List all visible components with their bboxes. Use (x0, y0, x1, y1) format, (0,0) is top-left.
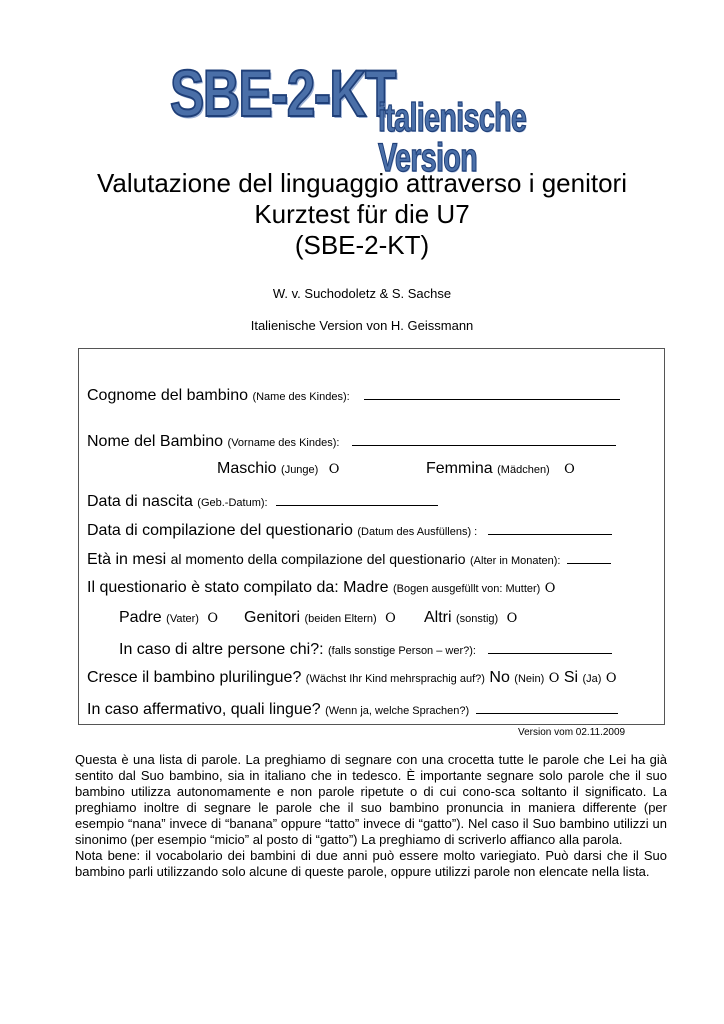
femmina-radio[interactable]: O (564, 462, 575, 477)
altre-persone-de-label: (falls sonstige Person – wer?): (328, 645, 476, 657)
logo-subtitle: italienische Version (378, 96, 527, 180)
no-radio[interactable]: O (548, 671, 560, 686)
nascita-field[interactable] (276, 491, 438, 506)
lingue-field[interactable] (476, 699, 618, 714)
cognome-de-label: (Name des Kindes): (252, 391, 350, 403)
nome-de-label: (Vorname des Kindes): (227, 437, 340, 449)
femmina-label: Femmina (426, 460, 493, 477)
plurilingue-label: Cresce il bambino plurilingue? (87, 669, 302, 686)
nascita-label: Data di nascita (87, 493, 193, 510)
title-line-1: Valutazione del linguaggio attraverso i genitori (97, 168, 627, 198)
maschio-label: Maschio (217, 460, 277, 477)
cognome-label: Cognome del bambino (87, 387, 248, 404)
compilato-row (87, 579, 555, 597)
padre-label: Padre (119, 609, 162, 626)
altri-de-label: (sonstig) (456, 613, 499, 625)
instructions-block (75, 752, 667, 880)
eta-label: Età in mesi (87, 551, 167, 568)
genitori-de-label: (beiden Eltern) (304, 613, 377, 625)
si-radio[interactable]: O (605, 671, 617, 686)
nome-field[interactable] (352, 431, 616, 446)
cognome-row (87, 385, 620, 405)
compilazione-label: Data di compilazione del questionario (87, 522, 353, 539)
altri-radio[interactable]: O (506, 611, 518, 626)
compilazione-de-label: (Datum des Ausfüllens) : (357, 526, 478, 538)
note-text: Nota bene: il vocabolario dei bambini di due anni può essere molto variegiato. Può darsi che il Suo bambino parli utilizzando solo alcune di queste parole, oppure utilizzi parole non elencate nella lista. (75, 848, 667, 879)
femmina-option[interactable] (426, 460, 575, 478)
madre-radio[interactable]: O (544, 581, 556, 596)
eta-rest-text: al momento della compilazione del questionario (170, 551, 466, 567)
genitori-option[interactable] (244, 609, 396, 627)
eta-field[interactable] (567, 549, 611, 564)
nome-row (87, 431, 616, 451)
maschio-de-label: (Junge) (281, 464, 319, 476)
no-label: No (489, 669, 510, 686)
eta-de-label: (Alter in Monaten): (470, 555, 561, 567)
eta-row (87, 549, 611, 569)
altri-option[interactable] (424, 609, 517, 627)
document-title (0, 168, 724, 261)
plurilingue-de-label: (Wächst Ihr Kind mehrsprachig auf?) (305, 673, 485, 685)
altre-persone-row (119, 639, 612, 659)
italian-version-credit: Italienische Version von H. Geissmann (250, 318, 474, 333)
si-de-label: (Ja) (582, 673, 602, 685)
padre-de-label: (Vater) (166, 613, 199, 625)
madre-de-label: (Bogen ausgefüllt von: Mutter) (392, 583, 541, 595)
lingue-de-label: (Wenn ja, welche Sprachen?) (325, 705, 470, 717)
maschio-option[interactable] (217, 460, 339, 478)
nome-label: Nome del Bambino (87, 433, 224, 450)
cognome-field[interactable] (364, 385, 620, 400)
femmina-de-label: (Mädchen) (497, 464, 550, 476)
genitori-label: Genitori (244, 609, 301, 626)
instructions-text: Questa è una lista di parole. La preghiamo di segnare con una crocetta tutte le parole che Lei ha già sentito dal Suo bambino, sia in italiano che in tedesco. È importante segnare solo parole che il suo bambino utilizza autonomamente e non parole ripetute o di cui cono-sca soltanto il significato. La preghiamo inoltre di segnare le parole che il suo bambino pronuncia in maniera differente (per esempio “nana” invece di “banana” oppure “tatto” invece di “gatto”). Nel caso il Suo bambino utilizzi un sinonimo (per esempio “micio” al posto di “gatto”) La preghiamo di scriverlo affianco alla parola. (75, 752, 667, 847)
no-de-label: (Nein) (514, 673, 545, 685)
title-line-2: Kurztest für die U7 (254, 199, 470, 229)
version-note: Version vom 02.11.2009 (518, 727, 626, 738)
nascita-row (87, 491, 438, 511)
title-line-3: (SBE-2-KT) (294, 230, 430, 260)
authors: W. v. Suchodoletz & S. Sachse (272, 286, 452, 301)
logo-title: SBE-2-KT (170, 56, 395, 130)
plurilingue-row (87, 669, 617, 687)
genitori-radio[interactable]: O (385, 611, 396, 626)
child-info-form (78, 348, 665, 725)
si-label: Si (563, 669, 579, 686)
lingue-label: In caso affermativo, quali lingue? (87, 701, 321, 718)
padre-option[interactable] (119, 609, 218, 627)
padre-radio[interactable]: O (207, 611, 219, 626)
nascita-de-label: (Geb.-Datum): (197, 497, 268, 509)
altre-persone-field[interactable] (488, 639, 612, 654)
compilato-label: Il questionario è stato compilato da: (87, 579, 339, 596)
compilazione-field[interactable] (488, 520, 612, 535)
compilazione-row (87, 520, 612, 540)
lingue-row (87, 699, 618, 719)
madre-label: Madre (343, 579, 389, 596)
maschio-radio[interactable]: O (328, 462, 340, 477)
altri-label: Altri (424, 609, 452, 626)
altre-persone-label: In caso di altre persone chi?: (119, 641, 324, 658)
